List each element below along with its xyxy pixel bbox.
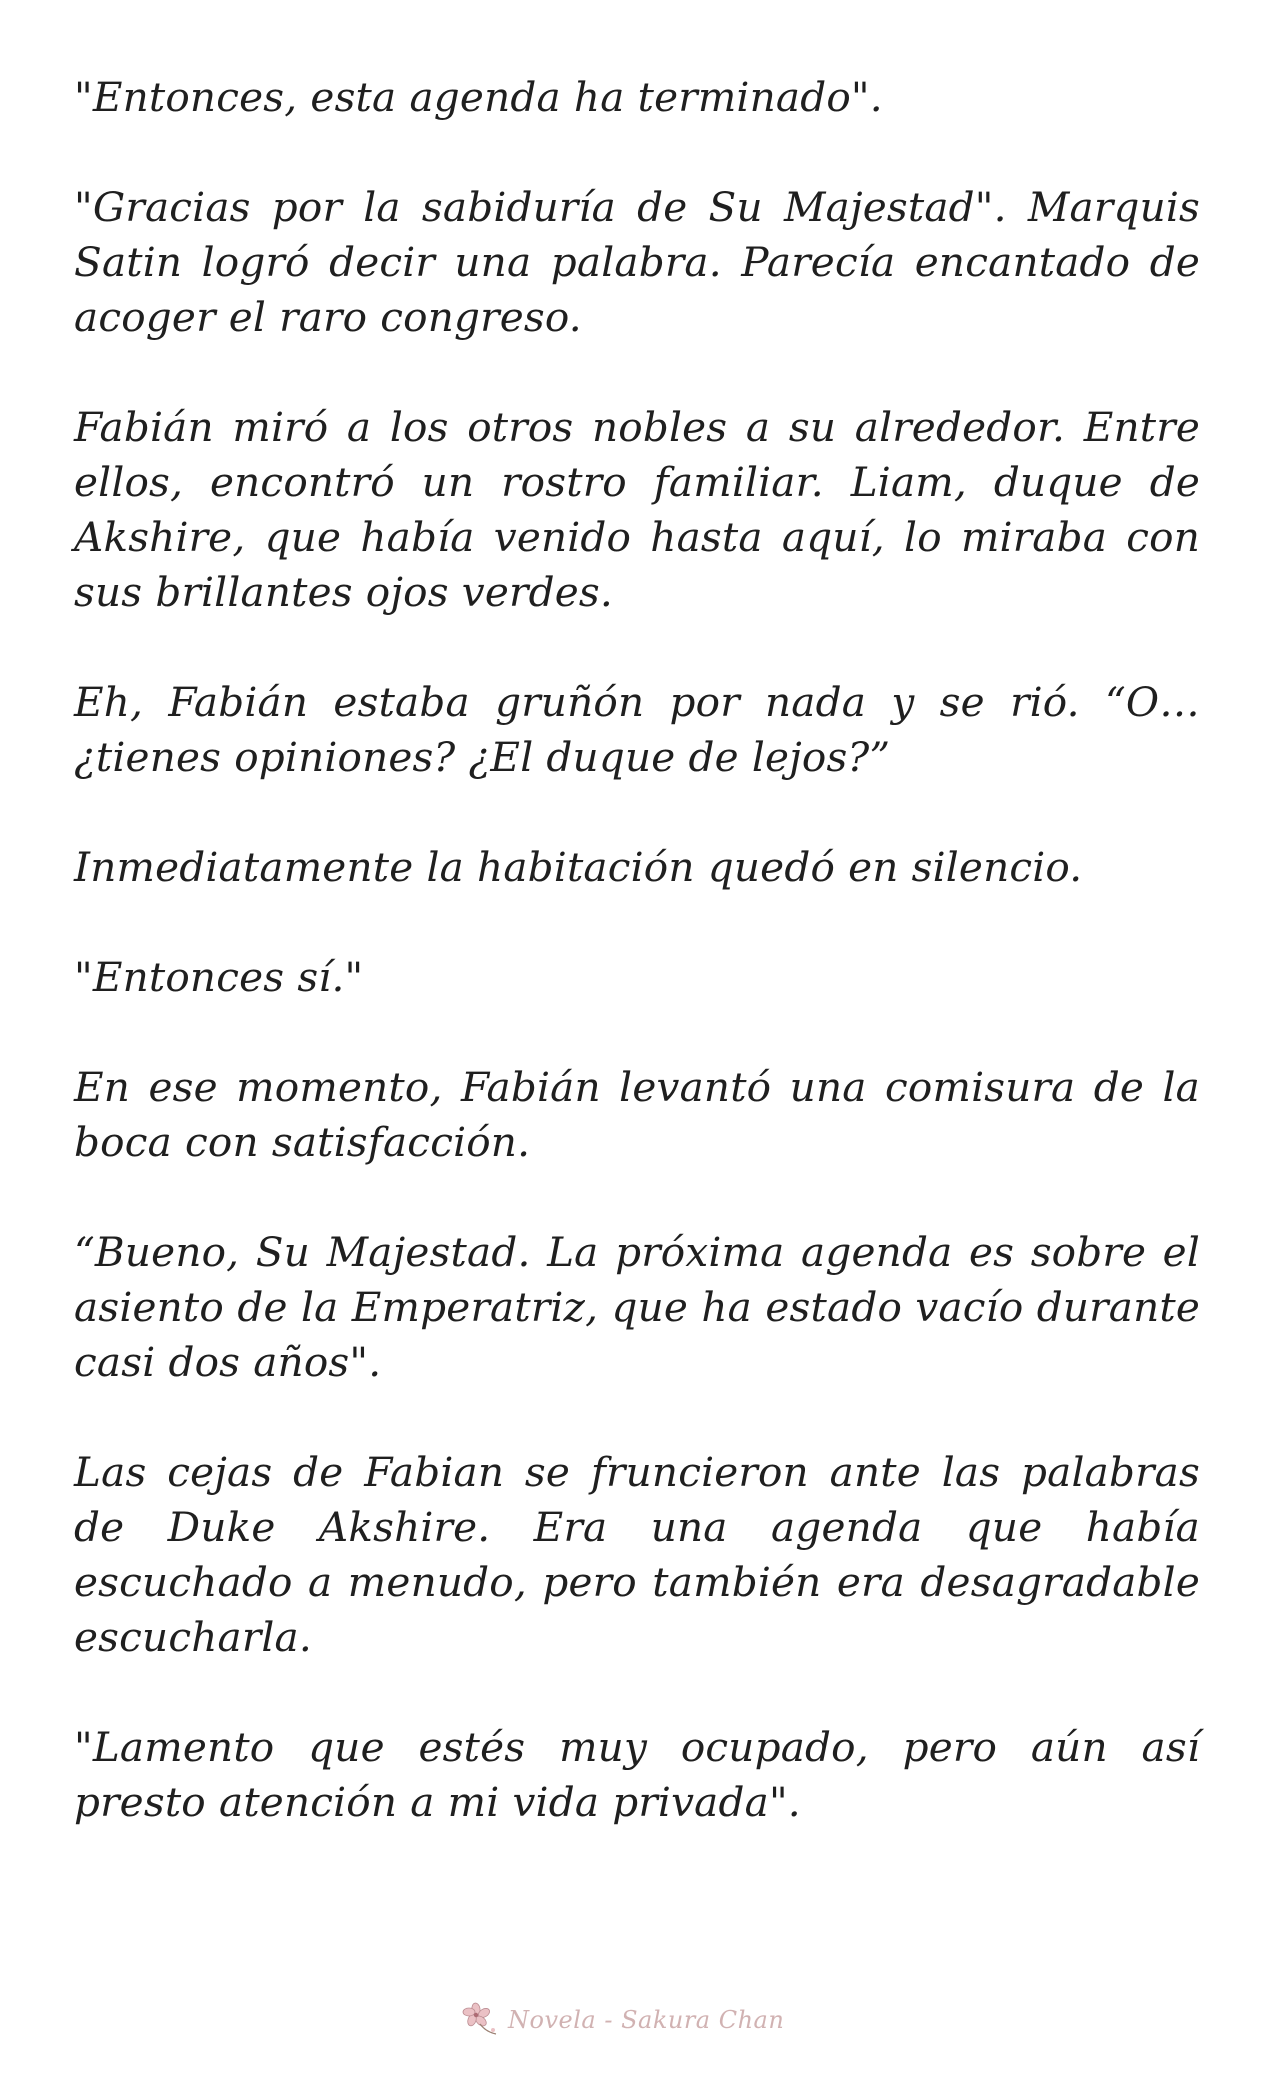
paragraph-2: "Gracias por la sabiduría de Su Majestad". Marquis Satin logró decir una palabra. Parecía encantado de acoger el raro congreso. [74, 183, 1200, 341]
paragraph-7: En ese momento, Fabián levantó una comisura de la boca con satisfacción. [74, 1063, 1200, 1166]
paragraph-4: Eh, Fabián estaba gruñón por nada y se rió. “O… ¿tienes opiniones? ¿El duque de lejos?” [74, 678, 1200, 781]
paragraph-10: "Lamento que estés muy ocupado, pero aún así presto atención a mi vida privada". [74, 1723, 1200, 1826]
watermark-text: Novela - Sakura Chan [508, 2006, 785, 2034]
sakura-flower-icon [462, 2000, 502, 2040]
paragraph-6: "Entonces sí." [74, 953, 364, 1001]
document-page [74, 70, 1200, 1885]
paragraph-3: Fabián miró a los otros nobles a su alrededor. Entre ellos, encontró un rostro familiar. Liam, duque de Akshire, que había venido hasta aquí, lo miraba con sus brillantes ojos verdes. [74, 403, 1200, 616]
paragraph-8: “Bueno, Su Majestad. La próxima agenda es sobre el asiento de la Emperatriz, que ha estado vacío durante casi dos años". [74, 1228, 1200, 1386]
paragraph-5: Inmediatamente la habitación quedó en silencio. [74, 843, 1083, 891]
paragraph-9: Las cejas de Fabian se fruncieron ante las palabras de Duke Akshire. Era una agenda que había escuchado a menudo, pero también era desagradable escucharla. [74, 1448, 1200, 1661]
paragraph-1: "Entonces, esta agenda ha terminado". [74, 73, 883, 121]
watermark [462, 1995, 842, 2045]
